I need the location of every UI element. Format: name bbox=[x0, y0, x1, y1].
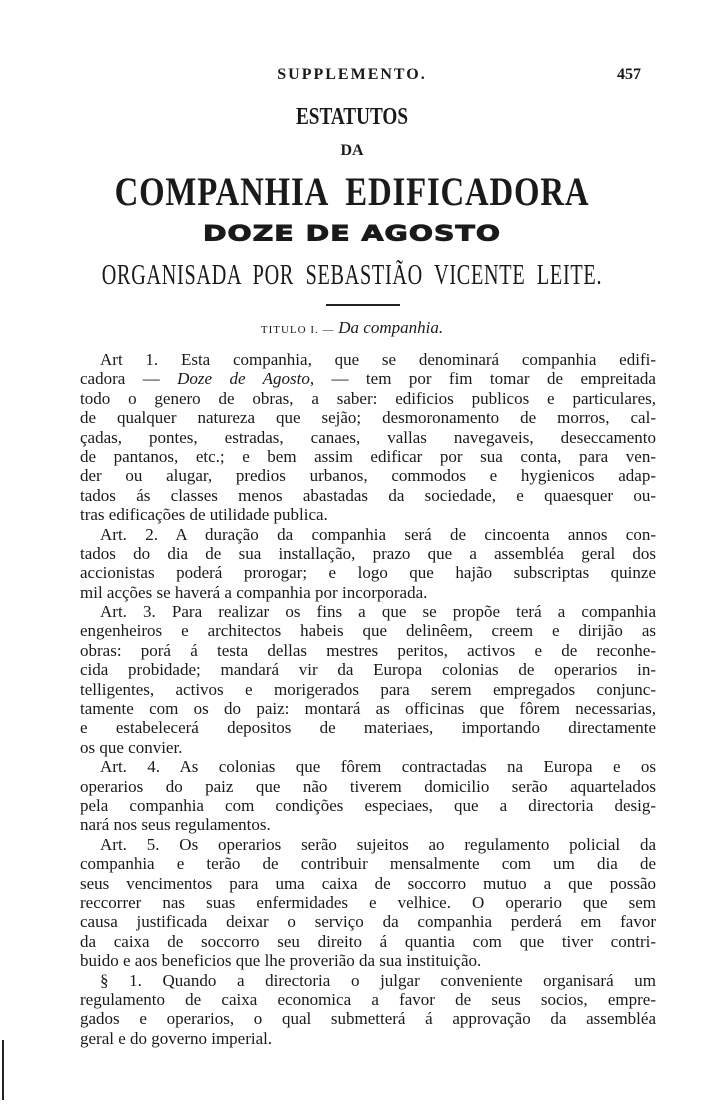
text-line: os que convier. bbox=[80, 737, 183, 757]
text-line: Art. 2. A duração da companhia será de cincoenta annos con- bbox=[100, 524, 656, 544]
text-line: geral e do governo imperial. bbox=[80, 1028, 273, 1048]
title-organiser: ORGANISADA POR SEBASTIÃO VICENTE LEITE. bbox=[101, 260, 603, 291]
text-line: telligentes, activos e morigerados para serem empregados conjunc- bbox=[80, 679, 656, 699]
text-line: causa justificada deixar o serviço da companhia perderá em favor bbox=[80, 912, 656, 932]
text-line: Art. 4. As colonias que fôrem contractadas na Europa e os bbox=[100, 757, 656, 777]
text-line: engenheiros e architectos habeis que delinêem, creem e dirijão as bbox=[80, 621, 656, 641]
text-line: regulamento de caixa economica a favor de seus socios, empre- bbox=[80, 989, 656, 1009]
page-edge-line bbox=[2, 1040, 4, 1100]
text-line: buido e aos beneficios que lhe proverião da sua instituição. bbox=[80, 951, 482, 971]
title-company-subname: DOZE DE AGOSTO bbox=[202, 221, 502, 246]
text-line: çadas, pontes, estradas, canaes, vallas navegaveis, deseccamento bbox=[80, 427, 656, 447]
text-line: tamente com os do paiz: montará as officinas que fôrem necessarias, bbox=[80, 699, 656, 719]
text-line: obras: porá á testa dellas mestres peritos, activos e de reconhe- bbox=[80, 640, 656, 660]
section-heading bbox=[0, 318, 704, 338]
text-line: accionistas poderá prorogar; e logo que hajão subscriptas quinze bbox=[80, 563, 656, 583]
text-line: todo o genero de obras, a saber: edificios publicos e particulares, bbox=[80, 388, 656, 408]
text-line: de qualquer natureza que sejão; desmoronamento de morros, cal- bbox=[80, 408, 656, 428]
title-company: COMPANHIA EDIFICADORA bbox=[114, 169, 590, 214]
text-line: da caixa de soccorro seu direito á quantia com que tiver contri- bbox=[80, 931, 656, 951]
text-line: e estabelecerá depositos de materiaes, importando directamente bbox=[80, 718, 656, 738]
text-line: tras edificações de utilidade publica. bbox=[80, 505, 328, 525]
text-line: seus vencimentos para uma caixa de soccorro mutuo a que possão bbox=[80, 873, 656, 893]
text-line: nará nos seus regulamentos. bbox=[80, 815, 271, 835]
text-line: Art. 5. Os operarios serão sujeitos ao regulamento policial da bbox=[100, 834, 656, 854]
divider-rule bbox=[326, 304, 400, 306]
text-line: pela companhia com condições especiaes, que a directoria desig- bbox=[80, 795, 656, 815]
text-line: der ou alugar, predios urbanos, commodos e hygienicos adap- bbox=[80, 466, 656, 486]
title-estatutos: ESTATUTOS bbox=[295, 104, 409, 130]
text-line: reccorrer nas suas enfermidades e velhice. O operario que sem bbox=[80, 892, 656, 912]
text-line: cida probidade; mandará vir da Europa colonias de operarios in- bbox=[80, 660, 656, 680]
text-line: operarios do paiz que não tiverem domicilio serão aquartelados bbox=[80, 776, 656, 796]
text-line: tados do dia de sua installação, prazo que a assembléa geral dos bbox=[80, 543, 656, 563]
text-line: § 1. Quando a directoria o julgar conveniente organisará um bbox=[100, 970, 656, 990]
text-line: Art. 3. Para realizar os fins a que se propõe terá a companhia bbox=[100, 602, 656, 622]
page-number: 457 bbox=[617, 66, 641, 83]
text-line: de pantanos, etc.; e bem assim edificar por sua conta, para ven- bbox=[80, 446, 656, 466]
section-name: Da companhia. bbox=[338, 318, 444, 337]
text-line: tados ás classes menos abastadas da sociedade, e quaesquer ou- bbox=[80, 485, 656, 505]
text-line: gados e operarios, o qual submetterá á approvação da assembléa bbox=[80, 1009, 656, 1029]
text-line: mil acções se haverá a companhia por incorporada. bbox=[80, 582, 428, 602]
text-line: Art 1. Esta companhia, que se denominará companhia edifi- bbox=[100, 350, 656, 369]
running-title: SUPPLEMENTO. bbox=[277, 66, 427, 83]
section-label: TITULO I. — bbox=[260, 324, 335, 336]
body-text bbox=[80, 350, 656, 1048]
title-da: DA bbox=[340, 142, 364, 159]
text-line: cadora — Doze de Agosto, — tem por fim tomar de empreitada bbox=[80, 369, 656, 389]
text-line: companhia e terão de contribuir mensalmente com um dia de bbox=[80, 854, 656, 874]
